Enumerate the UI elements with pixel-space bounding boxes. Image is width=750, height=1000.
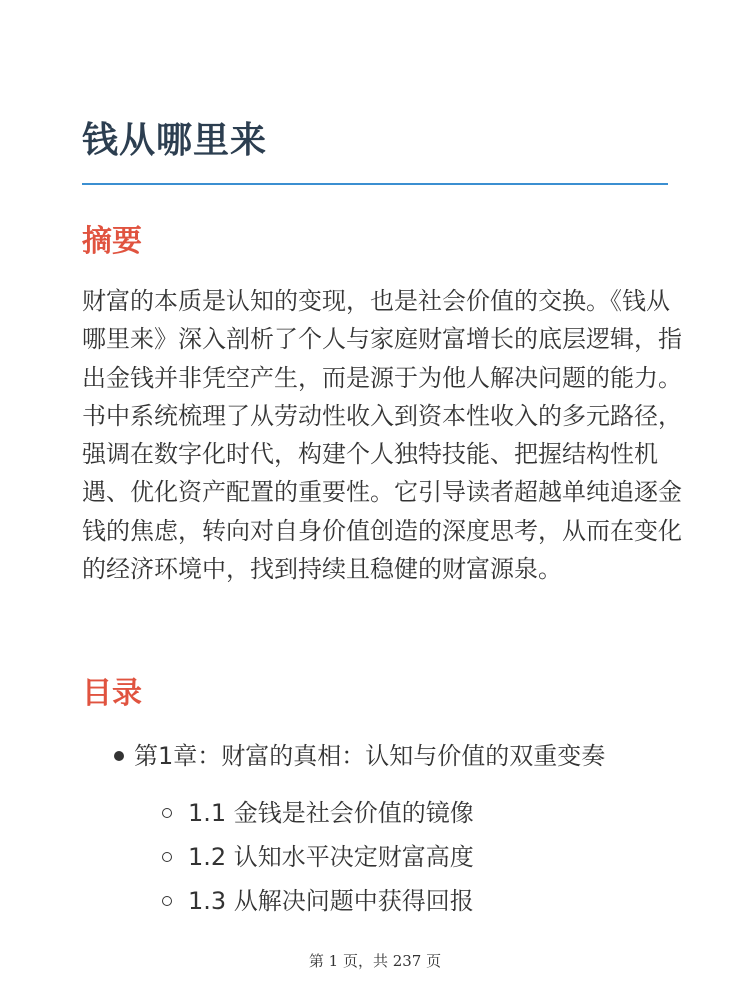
- bullet-circle-icon: [162, 808, 172, 818]
- summary-heading: 摘要: [82, 224, 142, 259]
- toc-section-1-3: 1.3 从解决问题中获得回报: [188, 887, 474, 915]
- toc-section-1-1: 1.1 金钱是社会价值的镜像: [188, 799, 474, 827]
- bullet-circle-icon: [162, 852, 172, 862]
- toc-heading: 目录: [82, 676, 142, 711]
- page-indicator: 第 1 页，共 237 页: [308, 952, 442, 970]
- toc-chapter-1: 第1章：财富的真相：认知与价值的双重变奏: [134, 742, 606, 770]
- toc-section-1-2: 1.2 认知水平决定财富高度: [188, 843, 474, 871]
- summary-paragraph: 财富的本质是认知的变现，也是社会价值的交换。《钱从哪里来》深入剖析了个人与家庭财富增长的底层逻辑，指出金钱并非凭空产生，而是源于为他人解决问题的能力。书中系统梳理了从劳动性收入到资本性收入的多元路径，强调在数字化时代，构建个人独特技能、把握结构性机遇、优化资产配置的重要性。它引导读者超越单纯追逐金钱的焦虑，转向对自身价值创造的深度思考，从而在变化的经济环境中，找到持续且稳健的财富源泉。: [82, 287, 682, 584]
- bullet-disc-icon: [114, 751, 124, 761]
- document-title: 钱从哪里来: [82, 120, 268, 161]
- title-divider: [82, 183, 668, 185]
- bullet-circle-icon: [162, 896, 172, 906]
